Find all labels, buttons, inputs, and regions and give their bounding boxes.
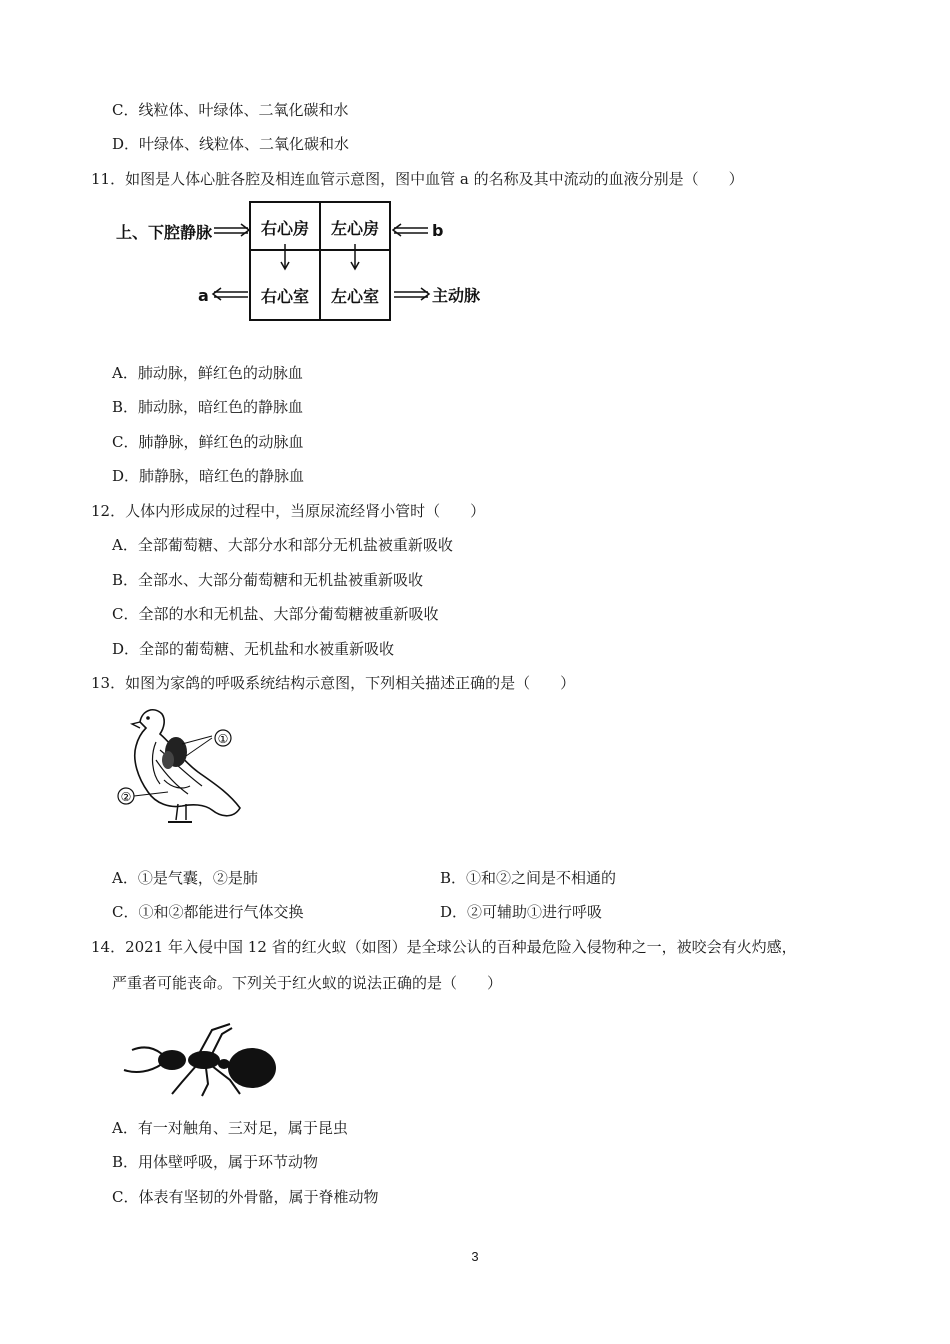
q11-stem: 11．如图是人体心脏各腔及相连血管示意图，图中血管 a 的名称及其中流动的血液分别是（ ） xyxy=(91,170,744,188)
right-ventricle-label: 右心室 xyxy=(260,287,310,306)
q14-stem-line2: 严重者可能丧命。下列关于红火蚁的说法正确的是（ ） xyxy=(112,974,503,992)
left-ventricle-label: 左心室 xyxy=(330,287,380,306)
label-1: ① xyxy=(217,732,229,746)
fire-ant-image xyxy=(112,1020,282,1100)
q14-option-a: A．有一对触角、三对足，属于昆虫 xyxy=(112,1119,348,1137)
vessel-b-label: b xyxy=(432,221,444,240)
q12-option-b: B．全部水、大部分葡萄糖和无机盐被重新吸收 xyxy=(112,571,424,589)
vena-cava-label: 上、下腔静脉 xyxy=(116,223,213,242)
pigeon-respiratory-diagram xyxy=(112,700,252,830)
q14-stem-line1: 14．2021 年入侵中国 12 省的红火蚁（如图）是全球公认的百种最危险入侵物种之一，被咬会有火灼感， xyxy=(91,938,797,956)
q11-option-c: C．肺静脉，鲜红色的动脉血 xyxy=(112,433,304,451)
q12-option-a: A．全部葡萄糖、大部分水和部分无机盐被重新吸收 xyxy=(112,536,453,554)
page-number: 3 xyxy=(471,1249,479,1264)
q11-option-b: B．肺动脉，暗红色的静脉血 xyxy=(112,398,304,416)
q14-option-b: B．用体壁呼吸，属于环节动物 xyxy=(112,1153,319,1171)
q13-option-d: D．②可辅助①进行呼吸 xyxy=(440,903,603,921)
q10-option-c: C．线粒体、叶绿体、二氧化碳和水 xyxy=(112,101,349,119)
q10-option-d: D．叶绿体、线粒体、二氧化碳和水 xyxy=(112,135,350,153)
q12-option-c: C．全部的水和无机盐、大部分葡萄糖被重新吸收 xyxy=(112,605,439,623)
q11-option-a: A．肺动脉，鲜红色的动脉血 xyxy=(112,364,303,382)
q13-stem: 13．如图为家鸽的呼吸系统结构示意图，下列相关描述正确的是（ ） xyxy=(91,674,576,692)
q14-option-c: C．体表有坚韧的外骨骼，属于脊椎动物 xyxy=(112,1188,379,1206)
q12-option-d: D．全部的葡萄糖、无机盐和水被重新吸收 xyxy=(112,640,395,658)
q12-stem: 12．人体内形成尿的过程中，当原尿流经肾小管时（ ） xyxy=(91,502,486,520)
q13-option-c: C．①和②都能进行气体交换 xyxy=(112,903,304,921)
heart-diagram xyxy=(110,196,500,326)
q13-option-a: A．①是气囊，②是肺 xyxy=(112,869,258,887)
label-2: ② xyxy=(120,790,132,804)
q13-option-b: B．①和②之间是不相通的 xyxy=(440,869,617,887)
left-atrium-label: 左心房 xyxy=(330,219,380,238)
aorta-label: 主动脉 xyxy=(432,286,481,305)
right-atrium-label: 右心房 xyxy=(260,219,310,238)
vessel-a-label: a xyxy=(198,286,209,305)
q11-option-d: D．肺静脉，暗红色的静脉血 xyxy=(112,467,305,485)
